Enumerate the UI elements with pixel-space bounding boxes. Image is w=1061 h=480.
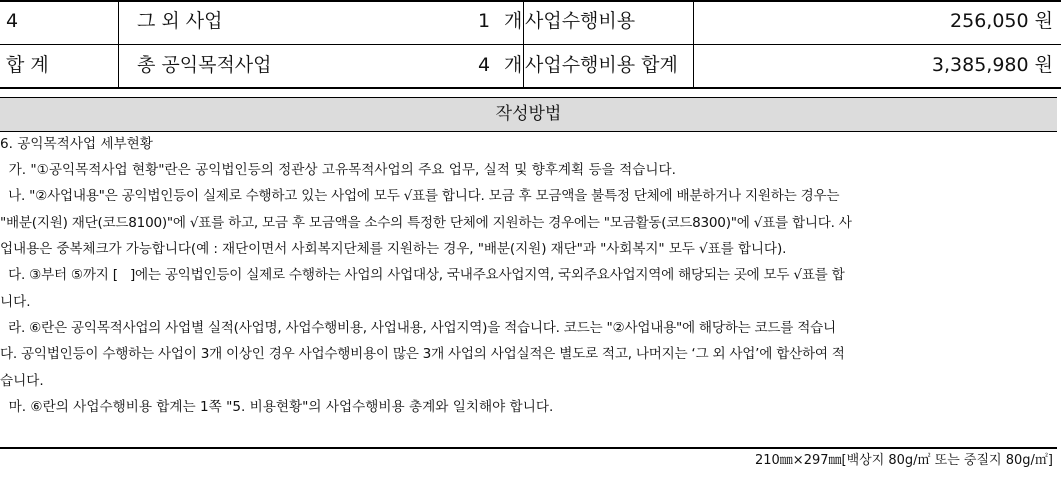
row-number: 4 (6, 10, 19, 32)
instruction-line: 업내용은 중복체크가 가능합니다(예 : 재단이면서 사회복지단체를 지원하는 경우, "배분(지원) 재단"과 "사회복지" 모두 √표를 합니다). (0, 241, 787, 257)
column-divider (118, 0, 119, 88)
instruction-line: 나. "②사업내용"은 공익법인등이 실제로 수행하고 있는 사업에 모두 √표를 합니다. 모금 후 모금액을 불특정 단체에 배분하거나 지원하는 경우는 (0, 188, 840, 204)
column-divider (523, 0, 524, 88)
business-category: 총 공익목적사업 (137, 54, 272, 76)
count-unit: 개 (504, 54, 523, 76)
total-label: 합 계 (6, 54, 49, 76)
instruction-line: "배분(지원) 재단(코드8100)"에 √표를 하고, 모금 후 모금액을 소수의 특정한 단체에 지원하는 경우에는 "모금활동(코드8300)"에 √표를 합니다. 사 (0, 215, 852, 231)
expense-amount: 256,050 원 (950, 10, 1053, 32)
expense-total-label: 사업수행비용 합계 (525, 54, 678, 76)
expense-total-amount: 3,385,980 원 (931, 54, 1053, 76)
business-count: 1 (478, 10, 491, 32)
table-top-border (0, 0, 1061, 2)
expense-label: 사업수행비용 (525, 10, 636, 32)
instruction-line: 가. "①공익목적사업 현황"란은 공익법인등의 정관상 고유목적사업의 주요 업무, 실적 및 향후계획 등을 적습니다. (0, 162, 676, 178)
instruction-line: 니다. (0, 294, 31, 310)
count-unit: 개 (504, 10, 523, 32)
business-count: 4 (478, 54, 491, 76)
instruction-line: 마. ⑥란의 사업수행비용 합계는 1쪽 "5. 비용현황"의 사업수행비용 총계와 일치해야 합니다. (0, 399, 554, 415)
instruction-line: 라. ⑥란은 공익목적사업의 사업별 실적(사업명, 사업수행비용, 사업내용, 사업지역)을 적습니다. 코드는 "②사업내용"에 해당하는 코드를 적습니 (0, 320, 836, 336)
column-divider (693, 0, 694, 88)
business-category: 그 외 사업 (137, 10, 223, 32)
row-divider (0, 44, 1061, 45)
paper-spec: 210㎜×297㎜[백상지 80g/㎡ 또는 중질지 80g/㎡] (754, 453, 1053, 468)
instructions-bottom-border (0, 447, 1057, 449)
instructions-title: 작성방법 (0, 97, 1057, 132)
instruction-line: 습니다. (0, 373, 44, 389)
table-bottom-border (0, 87, 1061, 89)
instruction-line: 다. 공익법인등이 수행하는 사업이 3개 이상인 경우 사업수행비용이 많은 3개 사업의 사업실적은 별도로 적고, 나머지는 ‘그 외 사업’에 합산하여 적 (0, 346, 845, 362)
instruction-line: 6. 공익목적사업 세부현황 (0, 136, 153, 152)
instruction-line: 다. ③부터 ⑤까지 [ ]에는 공익법인등이 실제로 수행하는 사업의 사업대상, 국내주요사업지역, 국외주요사업지역에 해당되는 곳에 모두 √표를 합 (0, 267, 845, 283)
